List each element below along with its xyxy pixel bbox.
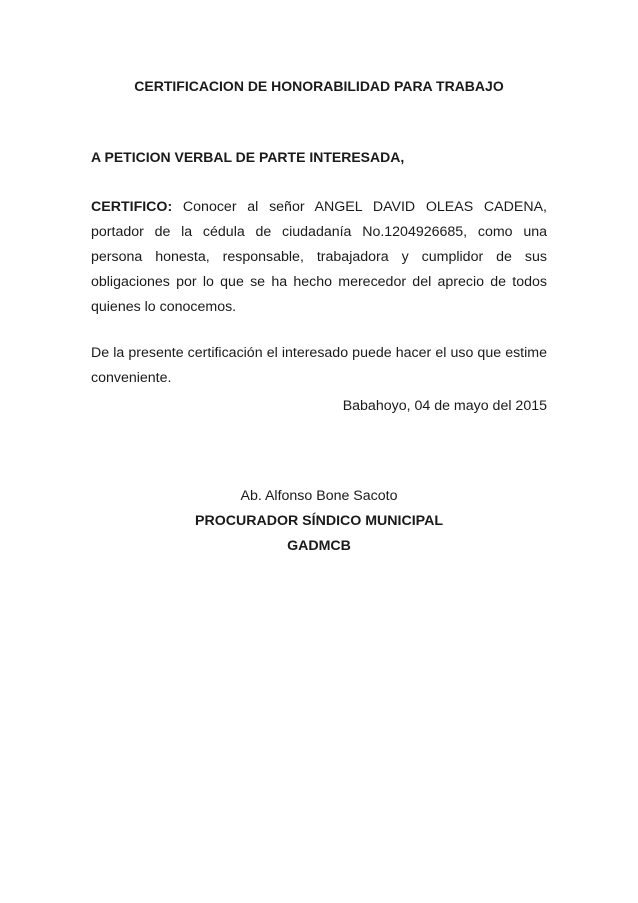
certification-paragraph: [91, 195, 547, 320]
place-date: Babahoyo, 04 de mayo del 2015: [342, 398, 547, 414]
signature-block: [0, 484, 638, 559]
usage-paragraph: De la presente certificación el interesado puede hacer el uso que estime conveniente.: [91, 345, 547, 386]
signer-name: Ab. Alfonso Bone Sacoto: [240, 488, 398, 504]
certifico-label: CERTIFICO:: [91, 199, 173, 215]
document-title: CERTIFICACION DE HONORABILIDAD PARA TRABAJO: [134, 78, 504, 94]
signer-institution: GADMCB: [287, 538, 351, 554]
intro-line: A PETICION VERBAL DE PARTE INTERESADA,: [91, 149, 405, 165]
signer-position: PROCURADOR SÍNDICO MUNICIPAL: [194, 513, 444, 529]
certification-text: Conocer al señor ANGEL DAVID OLEAS CADENA, portador de la cédula de ciudadanía No.1204926685, como una persona honesta, responsable, trabajadora y cumplidor de sus obligaciones por lo que se ha hecho merecedor del aprecio de todos quienes lo conocemos.: [91, 199, 547, 315]
